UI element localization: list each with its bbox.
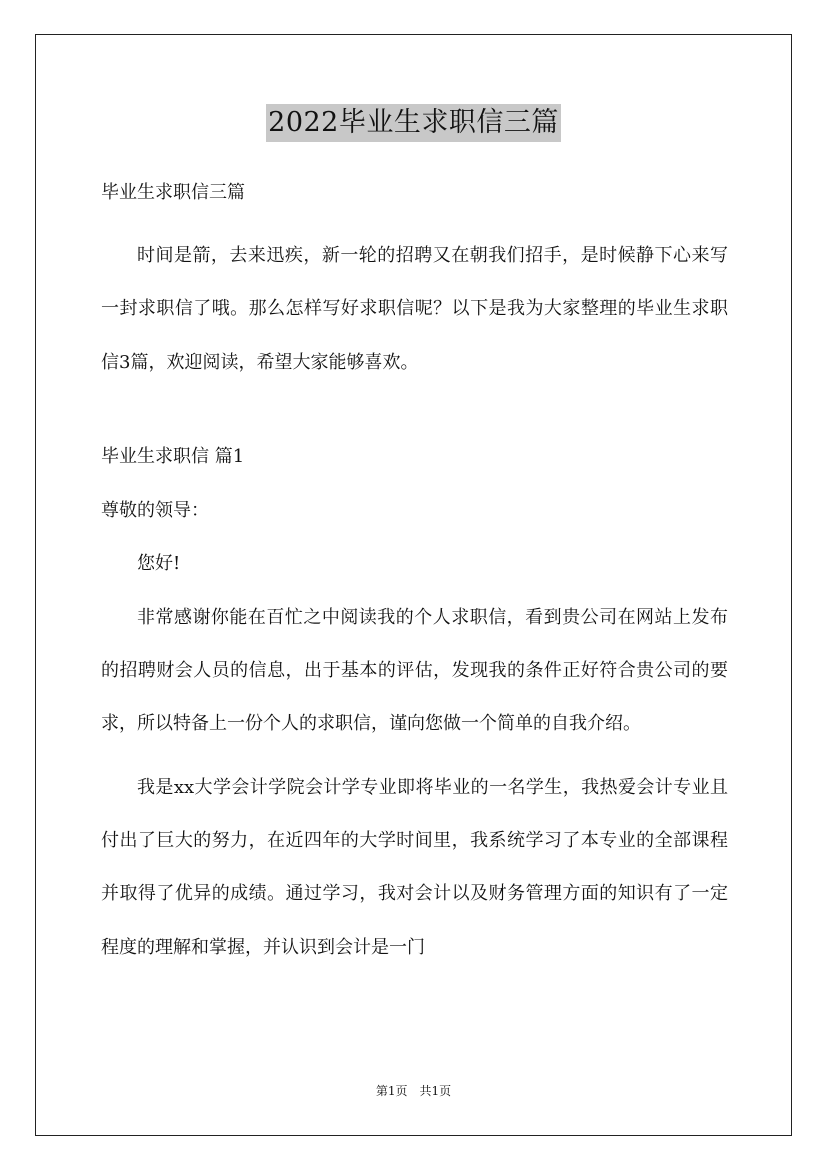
- greeting: 您好!: [137, 552, 181, 574]
- document-body: [101, 176, 728, 974]
- intro-paragraph: 时间是箭，去来迅疾，新一轮的招聘又在朝我们招手，是时候静下心来写一封求职信了哦。那么怎样写好求职信呢？以下是我为大家整理的毕业生求职信3篇，欢迎阅读，希望大家能够喜欢。: [101, 245, 728, 373]
- document-title: 2022毕业生求职信三篇: [266, 104, 561, 142]
- salutation: 尊敬的领导：: [101, 499, 209, 521]
- body-paragraph-2: 我是xx大学会计学院会计学专业即将毕业的一名学生，我热爱会计专业且付出了巨大的努力，在近四年的大学时间里，我系统学习了本专业的全部课程并取得了优异的成绩。通过学习，我对会计以及财务管理方面的知识有了一定程度的理解和掌握，并认识到会计是一门: [101, 776, 728, 958]
- body-paragraph-1: 非常感谢你能在百忙之中阅读我的个人求职信，看到贵公司在网站上发布的招聘财会人员的信息，出于基本的评估，发现我的条件正好符合贵公司的要求，所以特备上一份个人的求职信，谨向您做一个简单的自我介绍。: [101, 606, 728, 735]
- document-title-wrapper: [0, 104, 827, 142]
- section-heading: 毕业生求职信 篇1: [101, 445, 245, 467]
- page-footer: 第1页 共1页: [375, 1084, 452, 1098]
- document-subtitle: 毕业生求职信三篇: [101, 182, 245, 203]
